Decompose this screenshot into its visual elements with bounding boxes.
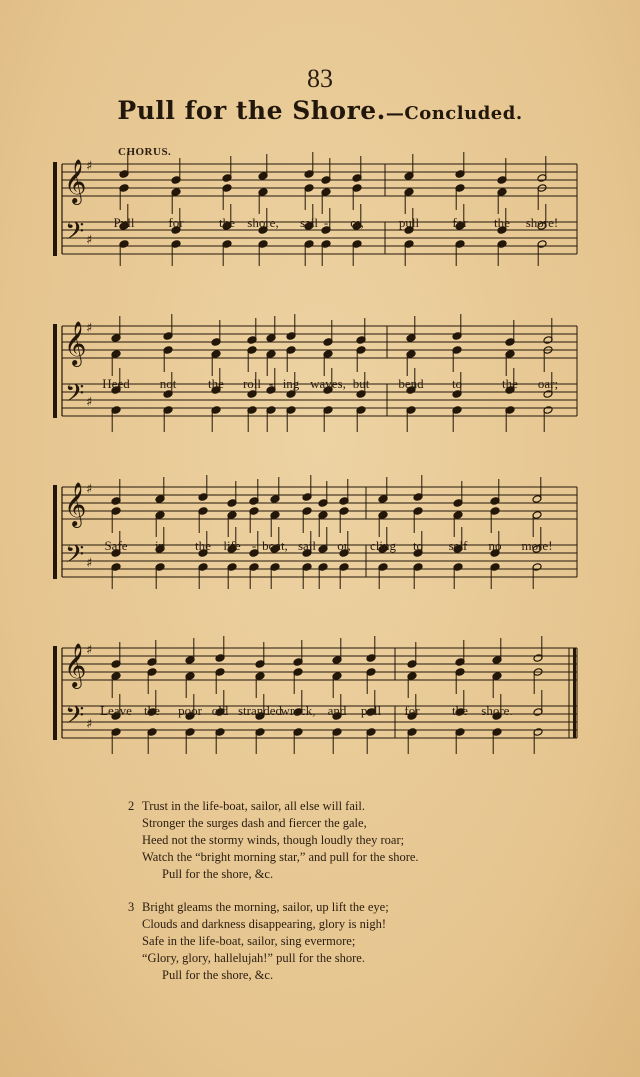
verse-3	[128, 899, 548, 984]
lyric-syllable: more!	[521, 538, 553, 553]
verse-line: 3 Bright gleams the morning, sailor, up lift the eye;	[128, 900, 389, 914]
lyric-syllable: the	[208, 376, 224, 391]
lyric-syllable: sail	[299, 215, 319, 230]
page-number: 83	[307, 64, 333, 93]
final-double-barline	[573, 648, 576, 738]
verse-line: Watch the “bright morning star,” and pull for the shore.	[142, 850, 419, 864]
lyric-syllable: roll	[242, 376, 262, 391]
lyric-line	[0, 376, 640, 394]
lyric-syllable: shore.	[481, 703, 513, 718]
lyric-syllable: -	[320, 538, 326, 553]
bass-clef: 𝄢	[65, 217, 85, 252]
lyric-syllable: the	[502, 376, 518, 391]
treble-clef: 𝄞	[64, 159, 87, 203]
treble-clef: 𝄞	[64, 321, 87, 365]
lyric-syllable: wreck,	[280, 703, 316, 718]
lyric-syllable: and	[327, 703, 347, 718]
lyric-syllable: or,	[337, 538, 351, 553]
lyric-syllable: ing	[282, 376, 300, 391]
verse-line: Stronger the surges dash and fiercer the gale,	[142, 816, 367, 830]
lyric-syllable: life	[223, 538, 241, 553]
lyric-syllable: Leave	[100, 703, 132, 718]
lyric-syllable: the	[452, 703, 468, 718]
lyric-line	[0, 538, 640, 556]
verse-number: 3	[128, 900, 135, 914]
chorus-label: CHORUS.	[118, 146, 172, 158]
lyric-syllable: self	[448, 538, 468, 553]
lyric-syllable: bend	[398, 376, 424, 391]
lyric-syllable: for	[404, 703, 420, 718]
lyric-syllable: stranded	[237, 703, 283, 718]
lyric-syllable: for	[168, 215, 184, 230]
lyric-syllable: Pull	[113, 215, 135, 230]
system-bracket	[53, 162, 57, 256]
bass-clef: 𝄢	[65, 379, 85, 414]
bass-clef: 𝄢	[65, 540, 85, 575]
lyric-syllable: cling	[370, 538, 396, 553]
system-bracket	[53, 324, 57, 418]
lyric-syllable: not	[159, 376, 177, 391]
lyric-syllable: boat,	[262, 538, 288, 553]
verse-line: Heed not the stormy winds, though loudly they roar;	[142, 833, 405, 847]
lyric-syllable: for	[452, 215, 468, 230]
lyric-syllable: the	[195, 538, 211, 553]
bass-clef: 𝄢	[65, 701, 85, 736]
system-bracket	[53, 646, 57, 740]
treble-clef: 𝄞	[64, 482, 87, 526]
lyric-syllable: -	[251, 538, 257, 553]
verse-line: “Glory, glory, hallelujah!” pull for the shore.	[142, 951, 365, 965]
lyric-syllable: pull	[398, 215, 420, 230]
lyric-syllable: to	[412, 538, 424, 553]
verse-line: 2 Trust in the life-boat, sailor, all else will fail.	[128, 799, 365, 813]
lyric-syllable: in	[154, 538, 166, 553]
sharp-sign: ♯	[86, 482, 93, 497]
lyric-syllable: to	[451, 376, 463, 391]
verse-2	[128, 798, 548, 883]
sharp-sign: ♯	[86, 395, 93, 410]
verse-line: Clouds and darkness disappearing, glory is nigh!	[142, 917, 387, 931]
sharp-sign: ♯	[86, 233, 93, 248]
lyric-syllable: pull	[360, 703, 382, 718]
lyric-syllable: but	[352, 376, 370, 391]
lyric-syllable: -	[323, 215, 329, 230]
sharp-sign: ♯	[86, 321, 93, 336]
sharp-sign: ♯	[86, 556, 93, 571]
lyric-syllable: Heed	[102, 376, 130, 391]
system-bracket	[53, 485, 57, 579]
lyric-syllable: shore,	[247, 215, 279, 230]
lyric-syllable: no	[488, 538, 502, 553]
lyric-syllable: -	[268, 376, 274, 391]
hymn-title-main: Pull for the Shore.	[117, 96, 386, 125]
verse-refrain: Pull for the shore, &c.	[162, 968, 274, 982]
treble-clef: 𝄞	[64, 643, 87, 687]
lyric-syllable: sail	[297, 538, 317, 553]
sharp-sign: ♯	[86, 643, 93, 658]
lyric-syllable: or,	[350, 215, 364, 230]
lyric-syllable: the	[144, 703, 160, 718]
verses	[128, 798, 548, 1000]
lyric-syllable: the	[219, 215, 235, 230]
lyric-syllable: waves,	[310, 376, 346, 391]
lyric-syllable: shore!	[525, 215, 559, 230]
lyric-syllable: poor	[178, 703, 202, 718]
lyric-line	[0, 215, 640, 233]
lyric-syllable: Safe	[104, 538, 128, 553]
verse-number: 2	[128, 799, 135, 813]
verse-refrain: Pull for the shore, &c.	[162, 867, 274, 881]
lyric-syllable: oar;	[537, 376, 559, 391]
lyric-line	[0, 703, 640, 721]
sharp-sign: ♯	[86, 717, 93, 732]
sharp-sign: ♯	[86, 159, 93, 174]
hymn-title-suffix: —Concluded.	[385, 103, 523, 124]
verse-line: Safe in the life-boat, sailor, sing evermore;	[142, 934, 356, 948]
lyric-syllable: the	[494, 215, 510, 230]
lyric-syllable: old	[211, 703, 229, 718]
